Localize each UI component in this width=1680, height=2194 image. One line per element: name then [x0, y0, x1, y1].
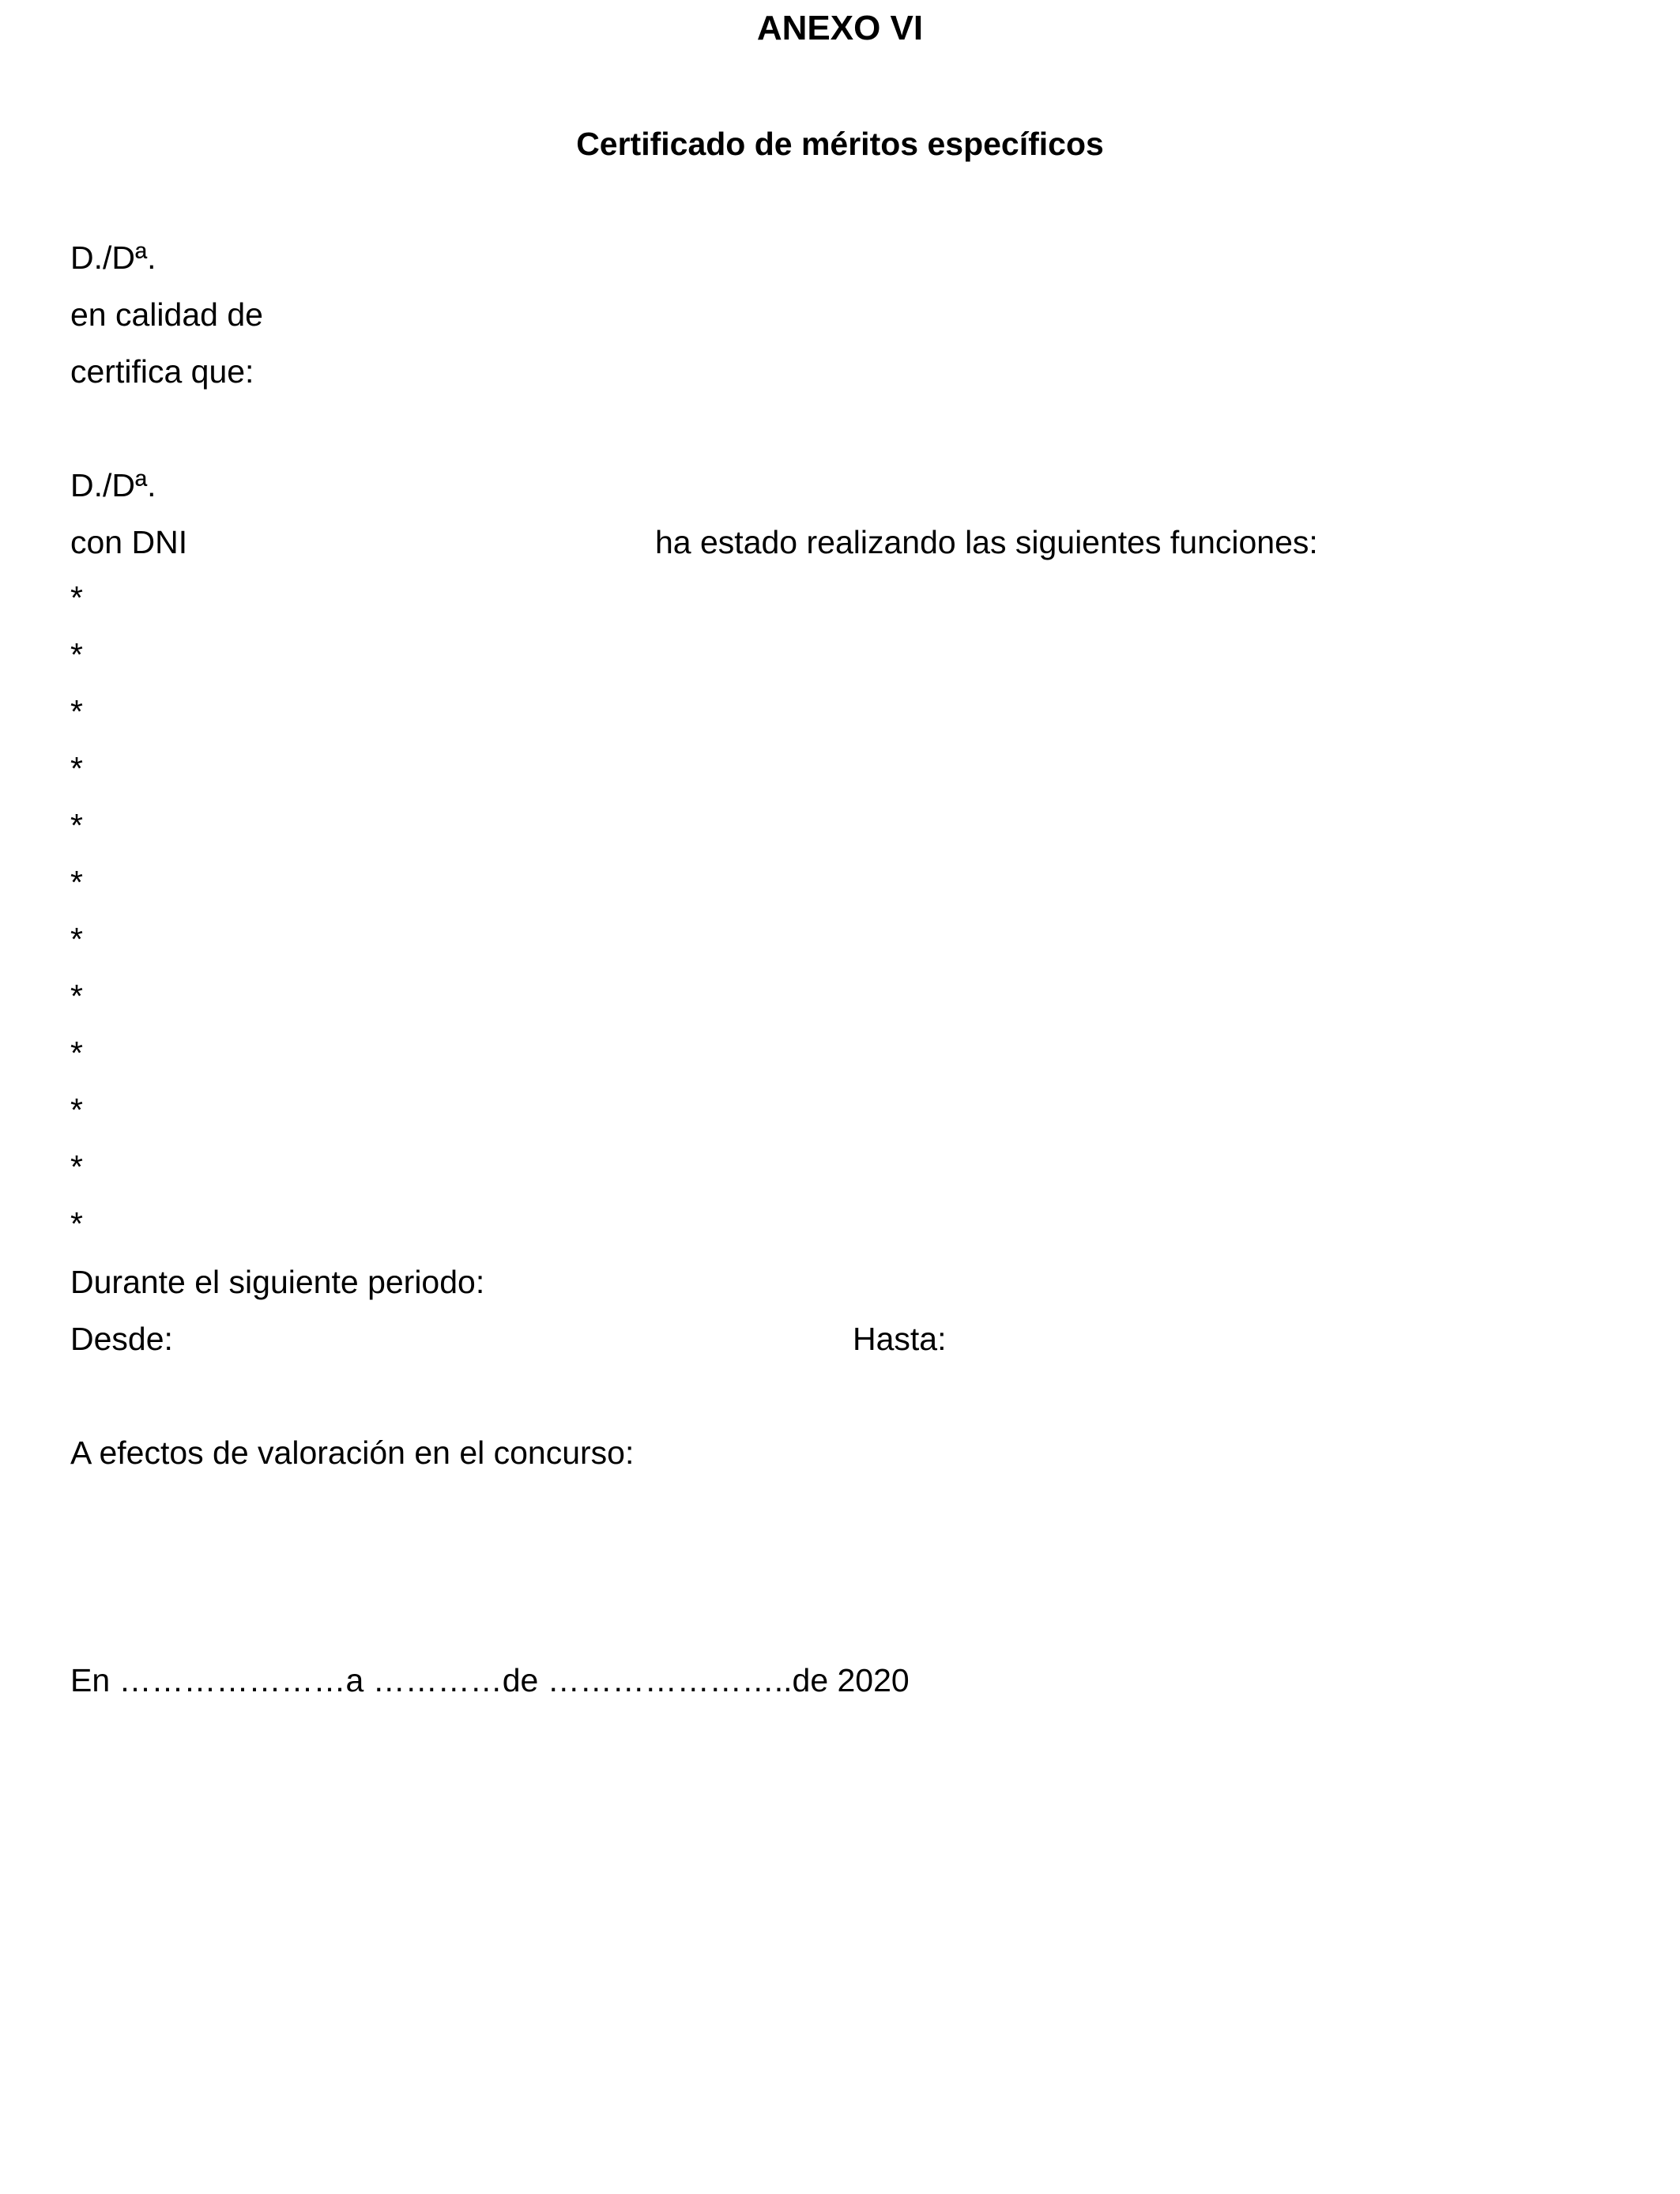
subject-name-label: D./Dª.	[70, 467, 156, 503]
document-title: Certificado de méritos específicos	[576, 126, 1104, 162]
function-item: *	[70, 750, 83, 786]
functions-label: ha estado realizando las siguientes funciones:	[655, 524, 1318, 560]
period-label: Durante el siguiente periodo:	[70, 1264, 485, 1300]
function-item: *	[70, 693, 83, 729]
certifier-name-label: D./Dª.	[70, 239, 156, 276]
function-item: *	[70, 1035, 83, 1071]
certifier-capacity-label: en calidad de	[70, 296, 263, 333]
function-item: *	[70, 579, 83, 616]
function-item: *	[70, 807, 83, 843]
function-item: *	[70, 978, 83, 1014]
from-label: Desde:	[70, 1321, 173, 1357]
annex-title: ANEXO VI	[756, 9, 924, 47]
functions-list	[70, 579, 83, 1261]
dni-label: con DNI	[70, 524, 188, 560]
to-label: Hasta:	[853, 1321, 947, 1357]
function-item: *	[70, 921, 83, 957]
function-item: *	[70, 1205, 83, 1242]
certifies-label: certifica que:	[70, 353, 254, 390]
place-date-line: En …………………a …………de …………………..de 2020	[70, 1662, 910, 1698]
function-item: *	[70, 636, 83, 673]
purpose-label: A efectos de valoración en el concurso:	[70, 1434, 635, 1471]
function-item: *	[70, 1091, 83, 1128]
function-item: *	[70, 864, 83, 900]
function-item: *	[70, 1148, 83, 1185]
